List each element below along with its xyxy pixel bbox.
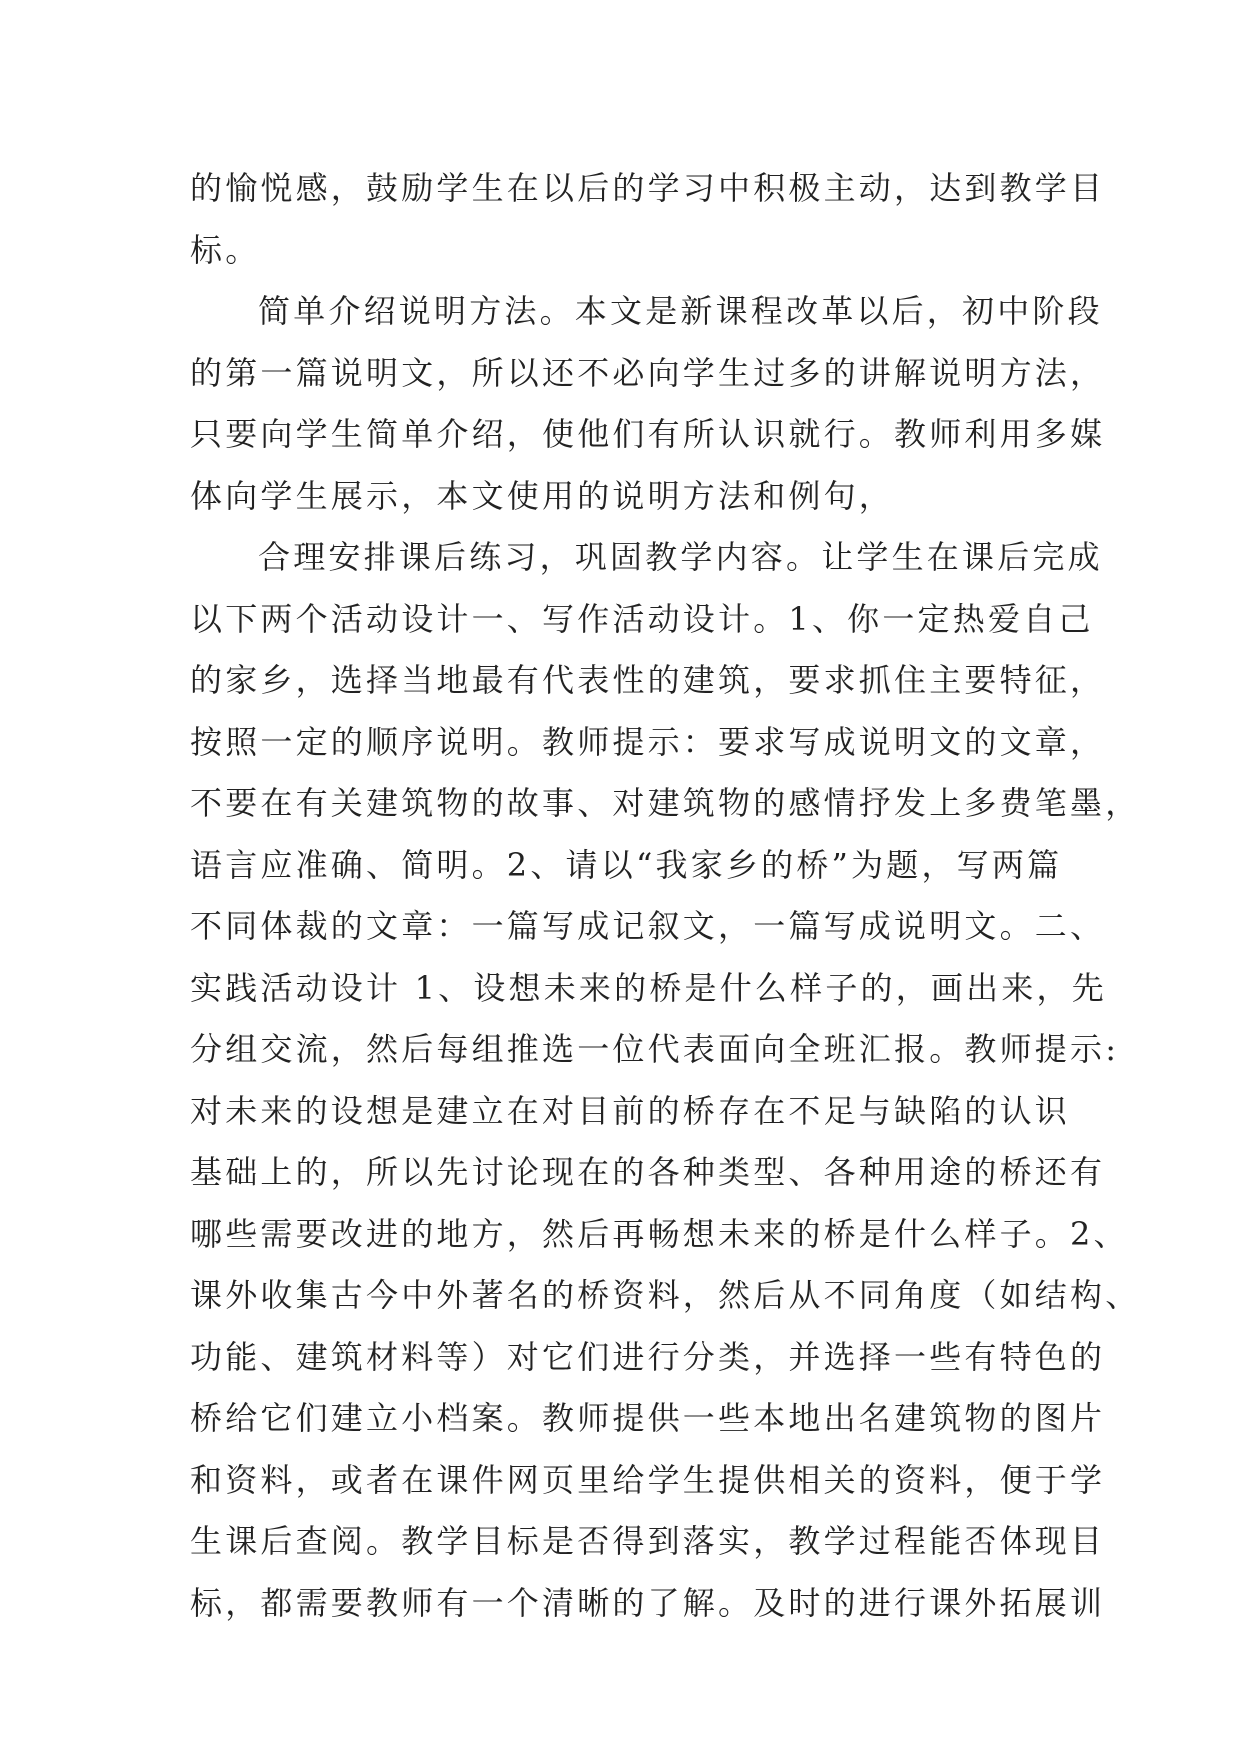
- text-line: 生课后查阅。教学目标是否得到落实，教学过程能否体现目: [190, 1522, 1106, 1560]
- paragraph-start-line: 简单介绍说明方法。本文是新课程改革以后，初中阶段: [258, 292, 1103, 330]
- text-line: 课外收集古今中外著名的桥资料，然后从不同角度（如结构、: [190, 1276, 1141, 1314]
- text-line: 桥给它们建立小档案。教师提供一些本地出名建筑物的图片: [190, 1399, 1106, 1437]
- text-line: 哪些需要改进的地方，然后再畅想未来的桥是什么样子。2、: [190, 1214, 1129, 1253]
- text-line: 语言应准确、简明。2、请以“我家乡的桥”为题，写两篇: [190, 845, 1063, 884]
- text-line: 的家乡，选择当地最有代表性的建筑，要求抓住主要特征，: [190, 661, 1106, 699]
- text-line: 不同体裁的文章：一篇写成记叙文，一篇写成说明文。二、: [190, 907, 1106, 945]
- text-line: 体向学生展示，本文使用的说明方法和例句，: [190, 476, 895, 515]
- text-line: 分组交流，然后每组推选一位代表面向全班汇报。教师提示:: [190, 1030, 1120, 1068]
- text-line: 标，都需要教师有一个清晰的了解。及时的进行课外拓展训: [190, 1583, 1106, 1622]
- text-line: 和资料，或者在课件网页里给学生提供相关的资料，便于学: [190, 1460, 1106, 1499]
- text-line: 以下两个活动设计一、写作活动设计。1、你一定热爱自己: [190, 599, 1094, 638]
- text-line: 标。: [190, 230, 261, 269]
- text-line: 的愉悦感，鼓励学生在以后的学习中积极主动，达到教学目: [190, 169, 1106, 207]
- text-line: 只要向学生简单介绍，使他们有所认识就行。教师利用多媒: [190, 415, 1106, 453]
- text-line: 基础上的，所以先讨论现在的各种类型、各种用途的桥还有: [190, 1153, 1106, 1191]
- text-line: 功能、建筑材料等）对它们进行分类，并选择一些有特色的: [190, 1337, 1106, 1376]
- text-line: 的第一篇说明文，所以还不必向学生过多的讲解说明方法，: [190, 353, 1106, 392]
- text-line: 实践活动设计 1、设想未来的桥是什么样子的，画出来，先: [190, 968, 1107, 1007]
- paragraph-start-line: 合理安排课后练习，巩固教学内容。让学生在课后完成: [258, 538, 1103, 576]
- body-text: [190, 158, 1141, 1634]
- text-line: 对未来的设想是建立在对目前的桥存在不足与缺陷的认识: [190, 1091, 1071, 1130]
- text-line: 不要在有关建筑物的故事、对建筑物的感情抒发上多费笔墨，: [190, 784, 1141, 822]
- text-line: 按照一定的顺序说明。教师提示：要求写成说明文的文章，: [190, 722, 1106, 761]
